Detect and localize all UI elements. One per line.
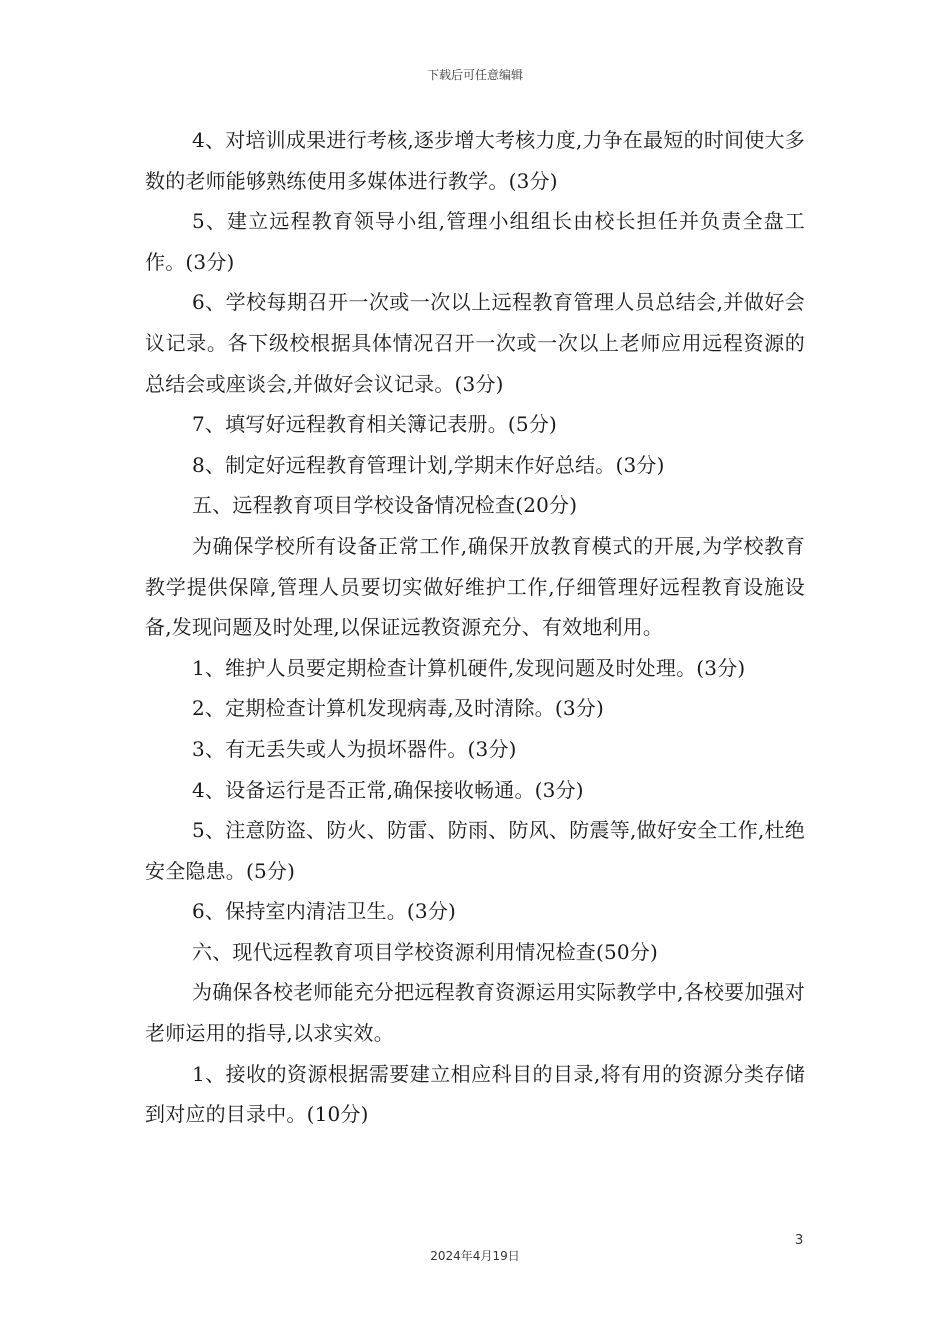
paragraph-item-1-hardware-check: 1、维护人员要定期检查计算机硬件,发现问题及时处理。(3分): [192, 655, 746, 680]
paragraph-item-4-equipment-operation: 4、设备运行是否正常,确保接收畅通。(3分): [192, 777, 584, 802]
page-number: 3: [795, 1233, 804, 1248]
paragraph-item-4-training-assessment: 4、对培训成果进行考核,逐步增大考核力度,力争在最短的时间使大多数的老师能够熟练使用多媒体进行教学。(3分): [145, 128, 805, 193]
section-five-intro: 为确保学校所有设备正常工作,确保开放教育模式的开展,为学校教育教学提供保障,管理人员要切实做好维护工作,仔细管理好远程教育设施设备,发现问题及时处理,以保证远教资源充分、有效地利用。: [145, 533, 805, 640]
paragraph-item-5-safety: 5、注意防盗、防火、防雷、防雨、防风、防震等,做好安全工作,杜绝安全隐患。(5分): [145, 818, 805, 883]
document-body: [145, 120, 805, 1135]
section-heading-six: 六、现代远程教育项目学校资源利用情况检查(50分): [192, 939, 659, 964]
section-six-intro: 为确保各校老师能充分把远程教育资源运用实际教学中,各校要加强对老师运用的指导,以求实效。: [145, 980, 805, 1046]
paragraph-item-3-lost-parts: 3、有无丢失或人为损坏器件。(3分): [192, 736, 517, 761]
paragraph-item-6-cleanliness: 6、保持室内清洁卫生。(3分): [192, 899, 457, 924]
paragraph-item-1-resource-directory: 1、接收的资源根据需要建立相应科目的目录,将有用的资源分类存储到对应的目录中。(10分): [145, 1061, 805, 1127]
section-heading-five: 五、远程教育项目学校设备情况检查(20分): [192, 493, 578, 518]
page-header: 下载后可任意编辑: [426, 68, 523, 82]
paragraph-item-5-leadership-group: 5、建立远程教育领导小组,管理小组组长由校长担任并负责全盘工作。(3分): [145, 209, 805, 274]
paragraph-item-7-records: 7、填写好远程教育相关簿记表册。(5分): [192, 412, 558, 437]
paragraph-item-8-management-plan: 8、制定好远程教育管理计划,学期末作好总结。(3分): [192, 452, 665, 477]
paragraph-item-2-virus-check: 2、定期检查计算机发现病毒,及时清除。(3分): [192, 696, 605, 721]
paragraph-item-6-summary-meeting: 6、学校每期召开一次或一次以上远程教育管理人员总结会,并做好会议记录。各下级校根据具体情况召开一次或一次以上老师应用远程资源的总结会或座谈会,并做好会议记录。(3分): [145, 290, 805, 396]
page-footer-date: 2024年4月19日: [430, 1249, 520, 1263]
